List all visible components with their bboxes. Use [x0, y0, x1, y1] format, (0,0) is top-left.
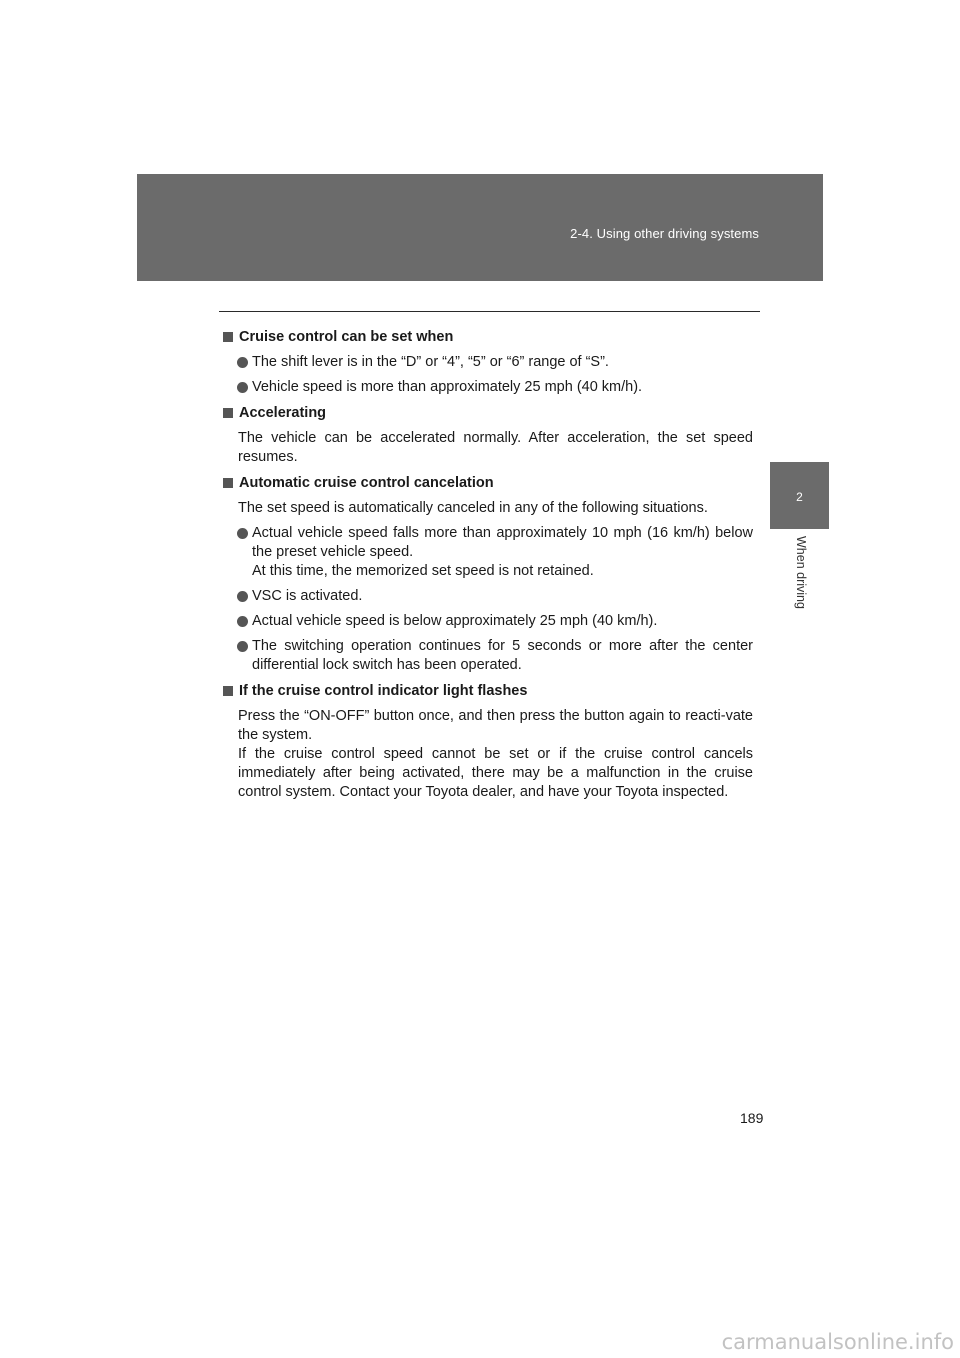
list-item	[223, 353, 753, 372]
watermark: carmanualsonline.info	[721, 1330, 954, 1354]
paragraph: Press the “ON-OFF” button once, and then press the button again to reacti-vate the system.	[238, 708, 753, 743]
heading-indicator-flashes	[223, 682, 753, 701]
list-item	[223, 524, 753, 581]
list-item-note: At this time, the memorized set speed is not retained.	[252, 563, 594, 579]
chapter-label: When driving	[794, 536, 808, 609]
paragraph: The vehicle can be accelerated normally. After acceleration, the set speed resumes.	[238, 430, 753, 465]
list-item-text: The shift lever is in the “D” or “4”, “5” or “6” range of “S”.	[252, 354, 609, 370]
paragraph: The set speed is automatically canceled in any of the following situations.	[238, 500, 708, 516]
chapter-tab	[770, 462, 829, 529]
circle-bullet-icon	[237, 357, 248, 368]
list-item	[223, 637, 753, 675]
square-bullet-icon	[223, 332, 233, 342]
list-item	[223, 587, 753, 606]
paragraph: If the cruise control speed cannot be set or if the cruise control cancels immediately after being activated, there may be a malfunction in the cruise control system. Contact your Toyota dealer, and have your Toyota inspected.	[238, 746, 753, 800]
list-item	[223, 378, 753, 397]
list-item-text: The switching operation continues for 5 seconds or more after the center differential lock switch has been operated.	[252, 638, 753, 673]
square-bullet-icon	[223, 478, 233, 488]
heading-text: If the cruise control indicator light flashes	[239, 683, 528, 699]
circle-bullet-icon	[237, 591, 248, 602]
page-number: 189	[740, 1110, 764, 1126]
heading-text: Cruise control can be set when	[239, 329, 454, 345]
heading-text: Accelerating	[239, 405, 327, 421]
page-content	[223, 328, 753, 802]
section-title: 2-4. Using other driving systems	[570, 226, 759, 241]
circle-bullet-icon	[237, 641, 248, 652]
square-bullet-icon	[223, 408, 233, 418]
heading-cruise-set	[223, 328, 753, 347]
list-item-text: VSC is activated.	[252, 588, 363, 604]
list-item-text: Actual vehicle speed falls more than approximately 10 mph (16 km/h) below the preset vehicle speed.	[252, 525, 753, 560]
square-bullet-icon	[223, 686, 233, 696]
header-rule	[219, 311, 760, 312]
heading-accelerating	[223, 404, 753, 423]
list-item	[223, 612, 753, 631]
heading-text: Automatic cruise control cancelation	[239, 475, 494, 491]
list-item-text: Actual vehicle speed is below approximately 25 mph (40 km/h).	[252, 613, 658, 629]
circle-bullet-icon	[237, 528, 248, 539]
chapter-number: 2	[796, 490, 803, 504]
heading-auto-cancel	[223, 474, 753, 493]
list-item-text: Vehicle speed is more than approximately 25 mph (40 km/h).	[252, 379, 643, 395]
header-band	[137, 174, 823, 281]
circle-bullet-icon	[237, 382, 248, 393]
circle-bullet-icon	[237, 616, 248, 627]
